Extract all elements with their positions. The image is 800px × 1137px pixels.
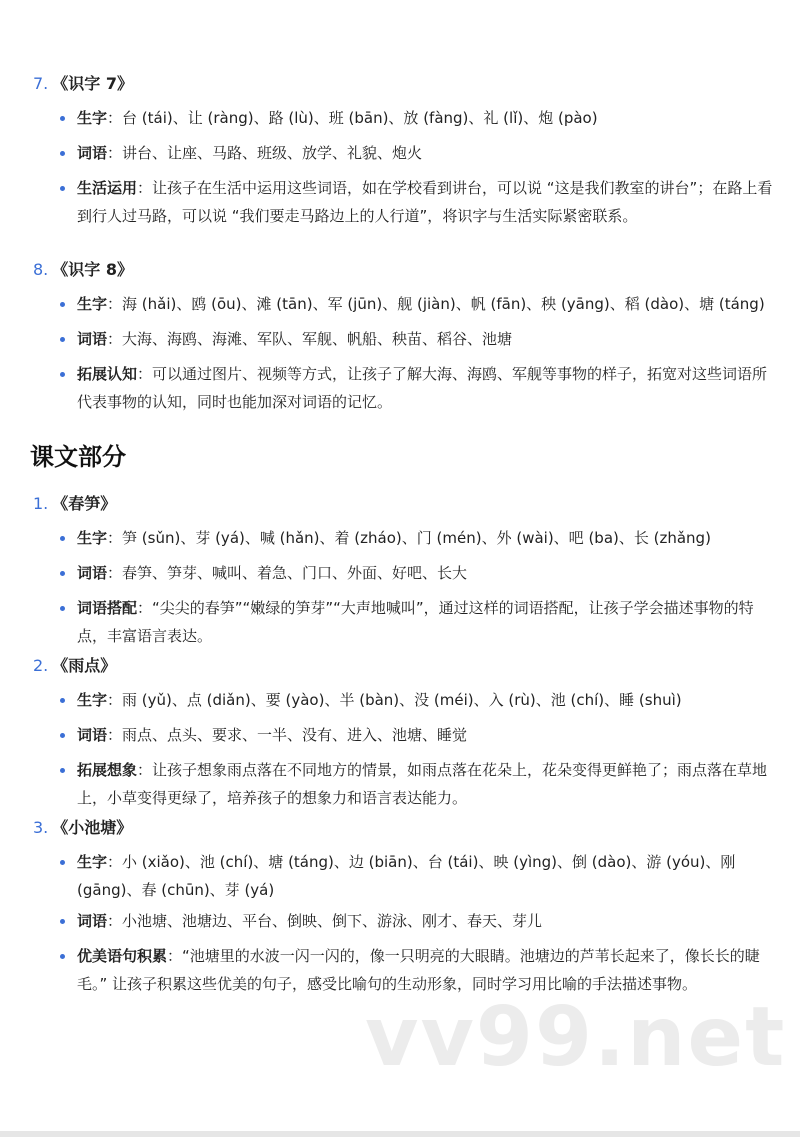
lesson-title	[33, 656, 116, 676]
item-text: ：小池塘、池塘边、平台、倒映、倒下、游泳、刚才、春天、芽儿	[107, 912, 543, 930]
item-label: 生字	[77, 853, 108, 871]
item-label: 优美语句积累	[77, 947, 168, 965]
item-label: 词语	[77, 564, 108, 582]
item-label: 生字	[77, 691, 108, 709]
list-item	[60, 721, 778, 749]
bullet-icon	[60, 698, 65, 703]
bullet-icon	[60, 302, 65, 307]
item-text: ：让孩子想象雨点落在不同地方的情景，如雨点落在花朵上，花朵变得更鲜艳了；雨点落在草地上，小草变得更绿了，培养孩子的想象力和语言表达能力。	[77, 761, 768, 807]
lesson-name: 《识字 7》	[52, 74, 133, 93]
bullet-icon	[60, 606, 65, 611]
item-label: 拓展认知	[77, 365, 138, 383]
list-item	[60, 756, 778, 812]
lesson-number: 7.	[33, 74, 49, 93]
item-text: ：笋 (sǔn)、芽 (yá)、喊 (hǎn)、着 (zháo)、门 (mén)、外 (wài)、吧 (ba)、长 (zhǎng)	[107, 529, 711, 547]
list-item	[60, 848, 778, 904]
bullet-icon	[60, 372, 65, 377]
item-label: 拓展想象	[77, 761, 138, 779]
item-text: ：讲台、让座、马路、班级、放学、礼貌、炮火	[107, 144, 423, 162]
lesson-title	[33, 818, 132, 838]
item-text: ：小 (xiǎo)、池 (chí)、塘 (táng)、边 (biān)、台 (tái)、映 (yìng)、倒 (dào)、游 (yóu)、刚 (gāng)、春 (chūn)、芽 (yá)	[77, 853, 736, 899]
bullet-icon	[60, 733, 65, 738]
bullet-icon	[60, 116, 65, 121]
page-bottom-divider	[0, 1131, 800, 1137]
item-text: ：台 (tái)、让 (ràng)、路 (lù)、班 (bān)、放 (fàng)、礼 (lǐ)、炮 (pào)	[107, 109, 598, 127]
item-text: ：雨 (yǔ)、点 (diǎn)、要 (yào)、半 (bàn)、没 (méi)、入 (rù)、池 (chí)、睡 (shuì)	[107, 691, 682, 709]
lesson-number: 8.	[33, 260, 49, 279]
list-item	[60, 290, 778, 318]
lesson-title	[33, 494, 116, 514]
item-label: 生字	[77, 295, 108, 313]
watermark: vv99.net	[365, 990, 787, 1085]
list-item	[60, 686, 778, 714]
lesson-title	[33, 260, 133, 280]
lesson-name: 《雨点》	[52, 656, 117, 675]
list-item	[60, 524, 778, 552]
item-text: ：海 (hǎi)、鸥 (ōu)、滩 (tān)、军 (jūn)、舰 (jiàn)、帆 (fān)、秧 (yāng)、稻 (dào)、塘 (táng)	[107, 295, 765, 313]
item-label: 词语	[77, 144, 108, 162]
bullet-icon	[60, 919, 65, 924]
lesson-number: 1.	[33, 494, 49, 513]
item-label: 词语	[77, 330, 108, 348]
list-item	[60, 325, 778, 353]
item-text: ：让孩子在生活中运用这些词语，如在学校看到讲台，可以说 “这是我们教室的讲台”；在路上看到行人过马路，可以说 “我们要走马路边上的人行道”，将识字与生活实际紧密联系。	[77, 179, 773, 225]
bullet-icon	[60, 186, 65, 191]
bullet-icon	[60, 954, 65, 959]
lesson-name: 《识字 8》	[52, 260, 133, 279]
bullet-icon	[60, 337, 65, 342]
item-label: 词语	[77, 726, 108, 744]
item-text: ：“尖尖的春笋”“嫩绿的笋芽”“大声地喊叫”，通过这样的词语搭配，让孩子学会描述事物的特点，丰富语言表达。	[77, 599, 754, 645]
item-label: 词语搭配	[77, 599, 138, 617]
section-heading: 课文部分	[30, 443, 126, 471]
item-text: ：雨点、点头、要求、一半、没有、进入、池塘、睡觉	[107, 726, 468, 744]
list-item	[60, 907, 778, 935]
bullet-icon	[60, 536, 65, 541]
bullet-icon	[60, 571, 65, 576]
item-label: 生字	[77, 109, 108, 127]
list-item	[60, 594, 778, 650]
lesson-name: 《春笋》	[52, 494, 117, 513]
item-text: ：“池塘里的水波一闪一闪的，像一只明亮的大眼睛。池塘边的芦苇长起来了，像长长的睫毛。” 让孩子积累这些优美的句子，感受比喻句的生动形象，同时学习用比喻的手法描述事物。	[77, 947, 760, 993]
list-item	[60, 104, 778, 132]
bullet-icon	[60, 860, 65, 865]
lesson-title	[33, 74, 133, 94]
item-text: ：大海、海鸥、海滩、军队、军舰、帆船、秧苗、稻谷、池塘	[107, 330, 513, 348]
list-item	[60, 139, 778, 167]
list-item	[60, 559, 778, 587]
lesson-number: 3.	[33, 818, 49, 837]
lesson-number: 2.	[33, 656, 49, 675]
item-label: 生活运用	[77, 179, 138, 197]
item-label: 词语	[77, 912, 108, 930]
lesson-name: 《小池塘》	[52, 818, 133, 837]
list-item	[60, 174, 778, 230]
list-item	[60, 360, 778, 416]
bullet-icon	[60, 151, 65, 156]
bullet-icon	[60, 768, 65, 773]
item-text: ：可以通过图片、视频等方式，让孩子了解大海、海鸥、军舰等事物的样子，拓宽对这些词语所代表事物的认知，同时也能加深对词语的记忆。	[77, 365, 768, 411]
item-text: ：春笋、笋芽、喊叫、着急、门口、外面、好吧、长大	[107, 564, 468, 582]
item-label: 生字	[77, 529, 108, 547]
